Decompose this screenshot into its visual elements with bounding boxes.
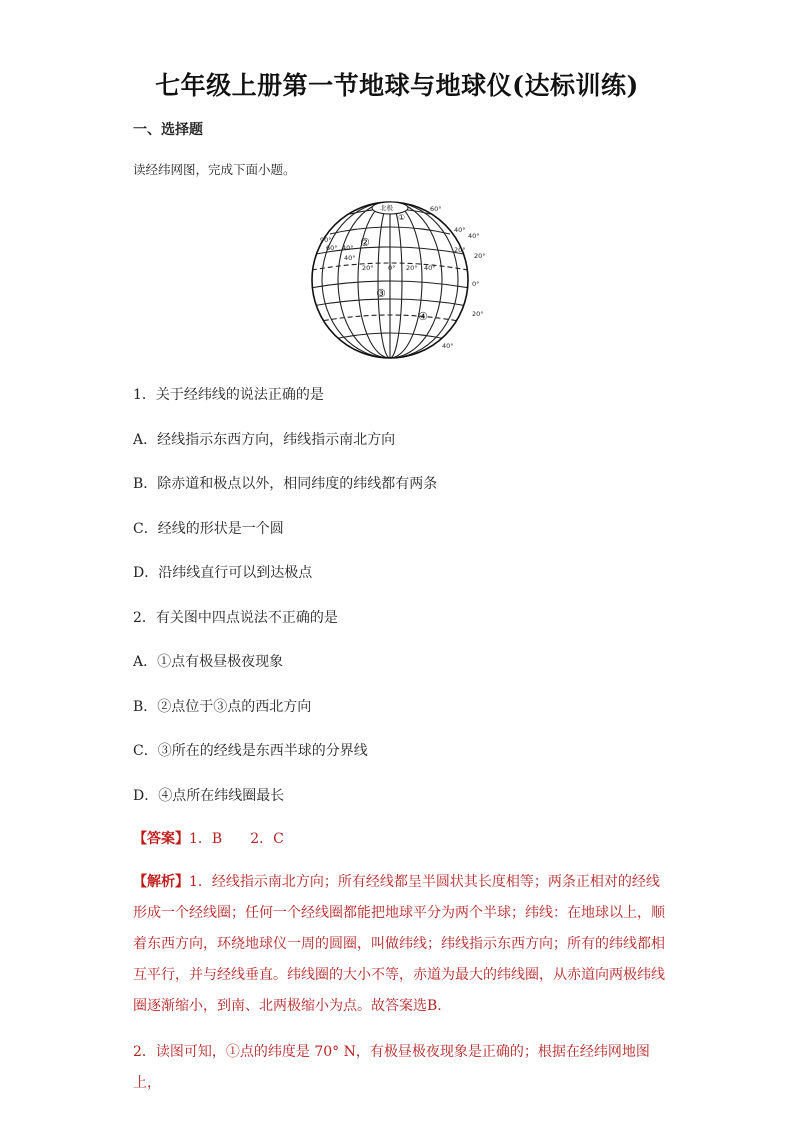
lon-label: 20° (406, 264, 418, 272)
point-4-label: ④ (418, 310, 428, 323)
analysis-tag: 【解析】 (133, 874, 189, 890)
question-2-option-a: A．①点有极昼极夜现象 (133, 654, 284, 670)
lon-label: 40° (342, 244, 354, 252)
north-pole-label: 北极 (380, 204, 393, 212)
lat-label: 20° (474, 252, 486, 260)
question-1-stem: 1．关于经纬线的说法正确的是 (133, 387, 324, 403)
lon-label: 90° (320, 236, 332, 244)
analysis-paragraph-1 (133, 867, 668, 1022)
question-2-stem: 2．有关图中四点说法不正确的是 (133, 610, 338, 626)
question-1-option-a: A．经线指示东西方向，纬线指示南北方向 (133, 432, 396, 448)
lon-label: 40° (344, 254, 356, 262)
lat-label: 40° (442, 342, 454, 350)
lat-label: 40° (468, 232, 480, 240)
section-heading: 一、选择题 (133, 122, 203, 138)
lon-label: 60° (326, 244, 338, 252)
question-2-option-b: B．②点位于③点的西北方向 (133, 699, 312, 715)
answer-text: 1．B 2．C (189, 831, 284, 847)
point-2-label: ② (360, 236, 370, 249)
lat-label: 0° (472, 280, 480, 288)
answer-tag: 【答案】 (133, 831, 189, 847)
analysis-text-1: 1．经线指示南北方向；所有经线都呈半圆状其长度相等；两条正相对的经线形成一个经线圈；任何一个经线圈都能把地球平分为两个半球；纬线：在地球以上，顺着东西方向，环绕地球仪一周的圆圈，叫做纬线；纬线指示东西方向；所有的纬线都相互平行，并与经线垂直。纬线圈的大小不等，赤道为最大的纬线圈，从赤道向两极纬线圈逐渐缩小，到南、北两极缩小为点。故答案选B. (133, 874, 665, 1014)
question-1-option-c: C．经线的形状是一个圆 (133, 521, 284, 537)
intro-text: 读经纬网图，完成下面小题。 (133, 162, 296, 177)
graticule-globe-figure (306, 194, 496, 366)
question-2-option-d: D．④点所在纬线圈最长 (133, 788, 285, 804)
lat-label: 20° (472, 310, 484, 318)
point-3-label: ③ (376, 287, 386, 300)
analysis-paragraph-2 (133, 1037, 668, 1099)
analysis-text-2: 2．读图可知，①点的纬度是 70° N，有极昼极夜现象是正确的；根据在经纬网地图上， (133, 1044, 650, 1091)
point-1-label: ① (398, 213, 406, 222)
lat-label: 60° (430, 205, 442, 213)
question-1-option-d: D．沿纬线直行可以到达极点 (133, 565, 313, 581)
lon-label: 40° (424, 264, 436, 272)
answer-line (133, 828, 284, 848)
page-title: 七年级上册第一节地球与地球仪(达标训练) (155, 71, 639, 100)
question-1-option-b: B．除赤道和极点以外，相同纬度的纬线都有两条 (133, 476, 438, 492)
lat-label: 40° (454, 226, 466, 234)
lon-label: 0° (388, 264, 396, 272)
question-2-option-c: C．③所在的经线是东西半球的分界线 (133, 743, 368, 759)
lat-label: 20° (454, 246, 466, 254)
lon-label: 20° (362, 264, 374, 272)
